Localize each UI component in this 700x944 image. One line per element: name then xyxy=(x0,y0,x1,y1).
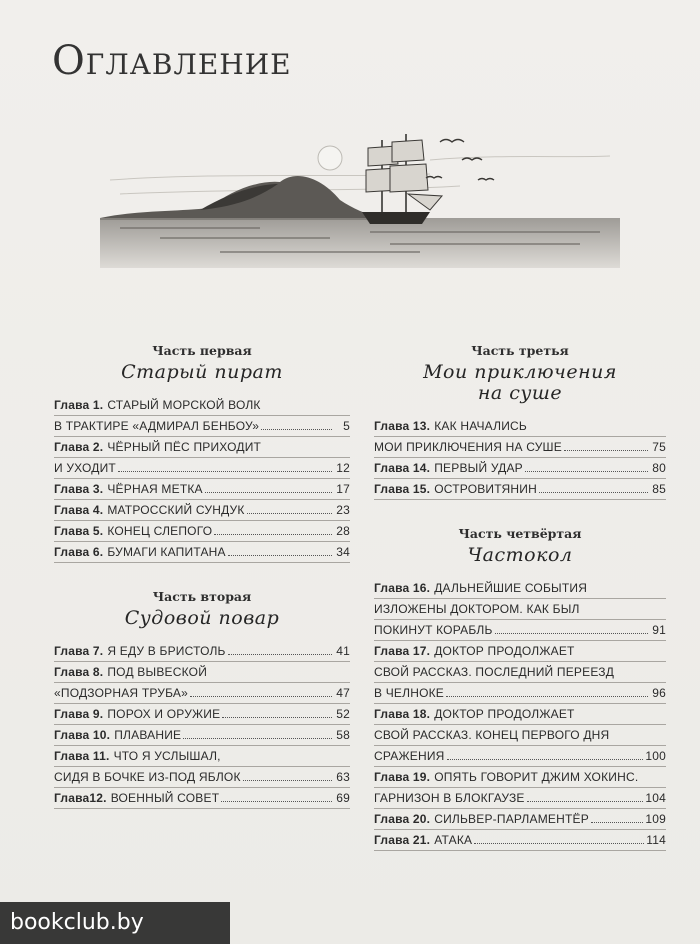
toc-line xyxy=(374,437,666,458)
page-number: 28 xyxy=(336,524,350,538)
part-label: Часть третья xyxy=(471,343,569,358)
chapter-number: Глава 15. xyxy=(374,482,431,496)
leader-dots xyxy=(591,812,643,823)
page-number: 47 xyxy=(336,686,350,700)
chapter-number: Глава 11. xyxy=(54,749,110,763)
leader-dots xyxy=(247,503,332,514)
toc-line xyxy=(374,662,666,683)
watermark-label: bookclub.by xyxy=(0,902,230,944)
leader-dots xyxy=(527,791,644,802)
chapter-title: ПОКИНУТ КОРАБЛЬ xyxy=(374,623,493,637)
chapter-number: Глава 2. xyxy=(54,440,104,454)
part-title: Частокол xyxy=(467,544,573,566)
chapter-title: ДАЛЬНЕЙШИЕ СОБЫТИЯ xyxy=(434,581,588,595)
chapter-title: МОИ ПРИКЛЮЧЕНИЯ НА СУШЕ xyxy=(374,440,562,454)
chapter-title: АТАКА xyxy=(434,833,473,847)
chapter-title: ДОКТОР ПРОДОЛЖАЕТ xyxy=(434,707,575,721)
page-number: 85 xyxy=(652,482,666,496)
toc-line xyxy=(54,788,350,809)
chapter-title: СТАРЫЙ МОРСКОЙ ВОЛК xyxy=(107,398,261,412)
leader-dots xyxy=(446,686,648,697)
toc-line xyxy=(54,641,350,662)
toc-entry xyxy=(54,521,350,542)
toc-entry xyxy=(54,479,350,500)
chapter-number: Глава 18. xyxy=(374,707,431,721)
toc-entry xyxy=(54,437,350,479)
chapter-number: Глава 14. xyxy=(374,461,431,475)
part-3 xyxy=(374,343,666,500)
page-title: Оглавление xyxy=(52,38,292,84)
toc-line xyxy=(54,479,350,500)
page-number: 34 xyxy=(336,545,350,559)
leader-dots xyxy=(261,419,332,430)
page-number: 109 xyxy=(645,812,666,826)
page-number: 100 xyxy=(645,749,666,763)
toc-line xyxy=(54,725,350,746)
chapter-title: СРАЖЕНИЯ xyxy=(374,749,445,763)
chapter-title: СВОЙ РАССКАЗ. ПОСЛЕДНИЙ ПЕРЕЕЗД xyxy=(374,665,615,679)
chapter-title: В ЧЕЛНОКЕ xyxy=(374,686,445,700)
leader-dots xyxy=(564,440,648,451)
leader-dots xyxy=(118,461,332,472)
toc-line xyxy=(54,746,350,767)
chapter-number: Глава 16. xyxy=(374,581,431,595)
toc-line xyxy=(374,620,666,641)
toc-entry xyxy=(54,704,350,725)
page-number: 69 xyxy=(336,791,350,805)
toc-line xyxy=(54,704,350,725)
chapter-title: БУМАГИ КАПИТАНА xyxy=(107,545,226,559)
chapter-title: ЧЁРНЫЙ ПЁС ПРИХОДИТ xyxy=(107,440,262,454)
toc-line xyxy=(374,599,666,620)
page-number: 12 xyxy=(336,461,350,475)
leader-dots xyxy=(183,728,332,739)
chapter-title: СИДЯ В БОЧКЕ ИЗ-ПОД ЯБЛОК xyxy=(54,770,241,784)
page-number: 75 xyxy=(652,440,666,454)
toc-entry xyxy=(374,578,666,641)
leader-dots xyxy=(214,524,332,535)
toc-line xyxy=(374,809,666,830)
toc-line xyxy=(374,746,666,767)
part-4 xyxy=(374,526,666,851)
toc-list xyxy=(374,578,666,851)
leader-dots xyxy=(495,623,648,634)
chapter-title: СИЛЬВЕР-ПАРЛАМЕНТЁР xyxy=(434,812,589,826)
chapter-number: Глава12. xyxy=(54,791,107,805)
toc-line xyxy=(374,830,666,851)
part-title: Старый пират xyxy=(121,361,283,383)
chapter-title: КОНЕЦ СЛЕПОГО xyxy=(107,524,213,538)
chapter-title: «ПОДЗОРНАЯ ТРУБА» xyxy=(54,686,188,700)
chapter-number: Глава 10. xyxy=(54,728,111,742)
toc-entry xyxy=(54,500,350,521)
chapter-title: ДОКТОР ПРОДОЛЖАЕТ xyxy=(434,644,575,658)
leader-dots xyxy=(190,686,332,697)
toc-list xyxy=(54,395,350,563)
toc-entry xyxy=(54,788,350,809)
page-number: 17 xyxy=(336,482,350,496)
chapter-number: Глава 1. xyxy=(54,398,104,412)
part-label: Часть вторая xyxy=(152,589,252,604)
toc-entry xyxy=(374,767,666,809)
toc-left-column xyxy=(54,343,350,809)
part-title: Судовой повар xyxy=(124,607,280,629)
chapter-title: ЧЁРНАЯ МЕТКА xyxy=(107,482,203,496)
ship-illustration xyxy=(100,120,620,280)
chapter-number: Глава 7. xyxy=(54,644,104,658)
chapter-title: В ТРАКТИРЕ «АДМИРАЛ БЕНБОУ» xyxy=(54,419,260,433)
chapter-title: ИЗЛОЖЕНЫ ДОКТОРОМ. КАК БЫЛ xyxy=(374,602,580,616)
chapter-title: МАТРОССКИЙ СУНДУК xyxy=(107,503,245,517)
leader-dots xyxy=(243,770,332,781)
toc-line xyxy=(54,416,350,437)
page-number: 5 xyxy=(343,419,350,433)
toc-line xyxy=(54,683,350,704)
chapter-number: Глава 5. xyxy=(54,524,104,538)
toc-line xyxy=(374,641,666,662)
leader-dots xyxy=(474,833,644,844)
page-number: 58 xyxy=(336,728,350,742)
toc-line xyxy=(54,500,350,521)
page-number: 114 xyxy=(646,833,666,847)
toc-entry xyxy=(374,479,666,500)
toc-line xyxy=(374,683,666,704)
chapter-title: И УХОДИТ xyxy=(54,461,116,475)
toc-line xyxy=(374,704,666,725)
toc-list xyxy=(54,641,350,809)
toc-entry xyxy=(54,662,350,704)
chapter-number: Глава 8. xyxy=(54,665,104,679)
chapter-number: Глава 6. xyxy=(54,545,104,559)
toc-line xyxy=(54,767,350,788)
leader-dots xyxy=(525,461,648,472)
part-label: Часть четвёртая xyxy=(458,526,582,541)
chapter-title: ВОЕННЫЙ СОВЕТ xyxy=(110,791,220,805)
page-number: 23 xyxy=(336,503,350,517)
toc-entry xyxy=(374,830,666,851)
chapter-title: КАК НАЧАЛИСЬ xyxy=(434,419,527,433)
chapter-title: СВОЙ РАССКАЗ. КОНЕЦ ПЕРВОГО ДНЯ xyxy=(374,728,610,742)
part-label: Часть первая xyxy=(152,343,252,358)
chapter-title: ГАРНИЗОН В БЛОКГАУЗЕ xyxy=(374,791,525,805)
chapter-title: ЧТО Я УСЛЫШАЛ, xyxy=(113,749,221,763)
toc-line xyxy=(374,788,666,809)
chapter-number: Глава 3. xyxy=(54,482,104,496)
page-number: 52 xyxy=(336,707,350,721)
chapter-number: Глава 21. xyxy=(374,833,431,847)
toc-entry xyxy=(54,725,350,746)
toc-entry xyxy=(54,746,350,788)
toc-entry xyxy=(374,416,666,458)
leader-dots xyxy=(447,749,644,760)
chapter-number: Глава 20. xyxy=(374,812,431,826)
leader-dots xyxy=(539,482,648,493)
leader-dots xyxy=(222,707,332,718)
chapter-number: Глава 4. xyxy=(54,503,104,517)
toc-entry xyxy=(54,395,350,437)
chapter-title: ПЛАВАНИЕ xyxy=(114,728,182,742)
toc-line xyxy=(54,542,350,563)
page-number: 96 xyxy=(652,686,666,700)
toc-entry xyxy=(54,542,350,563)
leader-dots xyxy=(221,791,332,802)
toc-line xyxy=(54,458,350,479)
toc-line xyxy=(374,725,666,746)
toc-line xyxy=(54,662,350,683)
chapter-number: Глава 17. xyxy=(374,644,431,658)
toc-entry xyxy=(374,641,666,704)
toc-line xyxy=(54,437,350,458)
toc-line xyxy=(54,395,350,416)
chapter-title: Я ЕДУ В БРИСТОЛЬ xyxy=(107,644,226,658)
chapter-title: ПОД ВЫВЕСКОЙ xyxy=(107,665,208,679)
chapter-title: ОСТРОВИТЯНИН xyxy=(434,482,537,496)
toc-entry xyxy=(374,809,666,830)
toc-line xyxy=(374,458,666,479)
chapter-number: Глава 13. xyxy=(374,419,431,433)
toc-line xyxy=(374,767,666,788)
page-number: 41 xyxy=(336,644,350,658)
toc-entry xyxy=(374,458,666,479)
leader-dots xyxy=(228,644,332,655)
chapter-title: ОПЯТЬ ГОВОРИТ ДЖИМ ХОКИНС. xyxy=(434,770,639,784)
toc-line xyxy=(374,416,666,437)
chapter-title: ПОРОХ И ОРУЖИЕ xyxy=(107,707,221,721)
toc-entry xyxy=(54,641,350,662)
chapter-title: ПЕРВЫЙ УДАР xyxy=(434,461,523,475)
page-number: 104 xyxy=(645,791,666,805)
page-number: 63 xyxy=(336,770,350,784)
chapter-number: Глава 9. xyxy=(54,707,104,721)
toc-right-column xyxy=(374,343,666,851)
toc-list xyxy=(374,416,666,500)
toc-line xyxy=(54,521,350,542)
chapter-number: Глава 19. xyxy=(374,770,431,784)
toc-line xyxy=(374,578,666,599)
page-number: 80 xyxy=(652,461,666,475)
leader-dots xyxy=(228,545,332,556)
part-2 xyxy=(54,589,350,809)
part-1 xyxy=(54,343,350,563)
part-title: Мои приключения на суше xyxy=(423,361,617,404)
toc-entry xyxy=(374,704,666,767)
leader-dots xyxy=(205,482,332,493)
toc-line xyxy=(374,479,666,500)
page-number: 91 xyxy=(652,623,666,637)
